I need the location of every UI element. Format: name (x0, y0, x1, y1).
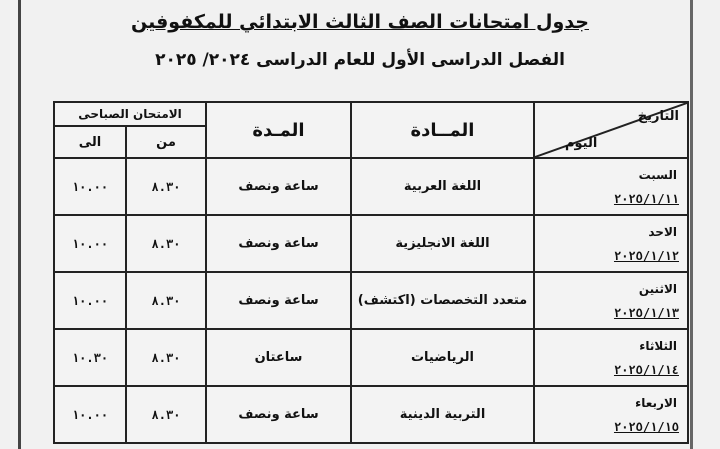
day-date-cell (534, 329, 688, 386)
page-subtitle: الفصل الدراسى الأول للعام الدراسى ٢٠٢٤/ ٢٠٢٥ (155, 50, 565, 70)
table-row (54, 158, 688, 215)
from-time-cell: ٨.٣٠ (126, 215, 206, 272)
subject-header: المــادة (351, 102, 534, 158)
day-date-cell (534, 215, 688, 272)
day-header-label: اليوم (565, 136, 598, 151)
day-name: الثلاثاء (639, 338, 677, 353)
duration-cell: ساعتان (206, 329, 351, 386)
duration-header: المـدة (206, 102, 351, 158)
from-time-cell: ٨.٣٠ (126, 329, 206, 386)
page-title: جدول امتحانات الصف الثالث الابتدائي للمكفوفين (131, 11, 589, 33)
duration-cell: ساعة ونصف (206, 386, 351, 443)
subject-cell: الرياضيات (351, 329, 534, 386)
from-time-cell: ٨.٣٠ (126, 386, 206, 443)
table-row (54, 272, 688, 329)
day-date-cell (534, 158, 688, 215)
date-header-label: التاريخ (637, 109, 679, 124)
to-time-cell: ١٠.٣٠ (54, 329, 126, 386)
to-time-cell: ١٠.٠٠ (54, 158, 126, 215)
exam-date: ٢٠٢٥/١/١٣ (613, 305, 679, 320)
exam-date: ٢٠٢٥/١/١٤ (613, 362, 679, 377)
subject-cell: متعدد التخصصات (اكتشف) (351, 272, 534, 329)
day-name: الاربعاء (635, 395, 677, 410)
exam-schedule-table (53, 101, 689, 444)
duration-cell: ساعة ونصف (206, 158, 351, 215)
day-name: السبت (638, 167, 677, 182)
day-name: الاثنين (638, 281, 677, 296)
to-header: الى (54, 126, 126, 158)
day-name: الاحد (648, 224, 677, 239)
exam-date: ٢٠٢٥/١/١١ (613, 191, 679, 206)
to-time-cell: ١٠.٠٠ (54, 272, 126, 329)
subject-cell: التربية الدينية (351, 386, 534, 443)
to-time-cell: ١٠.٠٠ (54, 215, 126, 272)
date-day-header (534, 102, 688, 158)
exam-date: ٢٠٢٥/١/١٥ (613, 419, 679, 434)
table-row (54, 386, 688, 443)
table-row (54, 215, 688, 272)
page-left-edge (18, 0, 21, 449)
subject-cell: اللغة الانجليزية (351, 215, 534, 272)
exam-date: ٢٠٢٥/١/١٢ (613, 248, 679, 263)
duration-cell: ساعة ونصف (206, 272, 351, 329)
table-row (54, 329, 688, 386)
from-time-cell: ٨.٣٠ (126, 272, 206, 329)
subject-cell: اللغة العربية (351, 158, 534, 215)
from-header: من (126, 126, 206, 158)
duration-cell: ساعة ونصف (206, 215, 351, 272)
morning-exam-header: الامتحان الصباحى (54, 102, 206, 126)
from-time-cell: ٨.٣٠ (126, 158, 206, 215)
to-time-cell: ١٠.٠٠ (54, 386, 126, 443)
day-date-cell (534, 272, 688, 329)
page-right-edge (690, 0, 693, 449)
day-date-cell (534, 386, 688, 443)
table-header-row (54, 102, 688, 126)
